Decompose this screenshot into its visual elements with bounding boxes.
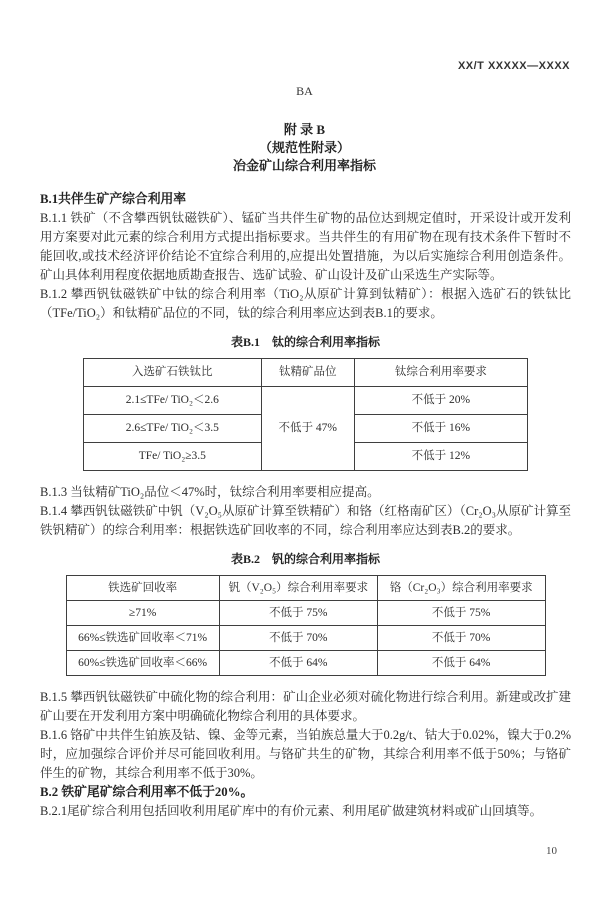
table-b2-header-row (66, 576, 545, 601)
table-b1-cell-grade-merged: 不低于 47% (261, 387, 354, 471)
table-b1-cell-requirement: 不低于 20% (354, 387, 527, 415)
table-b1 (83, 358, 528, 471)
table-b2-header-chromium: 铬（Cr₂O₃）综合利用率要求 (377, 576, 545, 601)
table-b2-header-recovery: 铁选矿回收率 (66, 576, 219, 601)
table-b2-cell-chromium: 不低于 64% (377, 651, 545, 676)
appendix-heading (0, 121, 609, 175)
table-b1-header-ratio: 入选矿石铁钛比 (84, 359, 262, 387)
table-b2-cell-vanadium: 不低于 75% (219, 601, 377, 626)
table-row (66, 601, 545, 626)
table-b2-cell-chromium: 不低于 75% (377, 601, 545, 626)
paragraph-b1-3: B.1.3 当钛精矿TiO₂品位＜47%时，钛综合利用率要相应提高。 (40, 485, 380, 499)
table-b2-cell-recovery: 66%≤铁选矿回收率＜71% (66, 626, 219, 651)
appendix-title: 附 录 B (283, 122, 326, 137)
paragraph-b2-1: B.2.1尾矿综合利用包括回收利用尾矿库中的有价元素、利用尾矿做建筑材料或矿山回填等。 (40, 804, 543, 818)
paragraph-b1-5: B.1.5 攀西钒钛磁铁矿中硫化物的综合利用：矿山企业必须对硫化物进行综合利用。新建或改扩建矿山要在开发利用方案中明确硫化物综合利用的具体要求。 (40, 690, 571, 723)
table-b1-cell-ratio: 2.1≤TFe/ TiO₂＜2.6 (84, 387, 262, 415)
table-row (66, 626, 545, 651)
table-b1-cell-requirement: 不低于 16% (354, 415, 527, 443)
doc-number: XX/T XXXXX—XXXX (457, 60, 570, 72)
paragraph-b1-1: B.1.1 铁矿（不含攀西钒钛磁铁矿）、锰矿当共伴生矿物的品位达到规定值时，开采设计或开发利用方案要对此元素的综合利用方式提出指标要求。当共伴生的有用矿物在现有技术条件下暂时不能回收,或技术经济评价结论不宜综合利用的,应提出处置措施，为以后实施综合利用创造条件。矿山具体利用程度依据地质勘查报告、选矿试验、矿山设计及矿山采选生产实际等。 (40, 211, 571, 282)
section-b1-heading: B.1共伴生矿产综合利用率 (40, 192, 187, 206)
section-b2-heading: B.2 铁矿尾矿综合利用率不低于20%。 (40, 785, 254, 799)
table-b2-header-vanadium: 钒（V₂O₅）综合利用率要求 (219, 576, 377, 601)
document-body (40, 190, 571, 821)
table-b1-cell-ratio: TFe/ TiO₂≥3.5 (84, 443, 262, 471)
header-mark: BA (296, 84, 313, 98)
appendix-subtitle: （规范性附录） (258, 140, 350, 155)
table-b1-cell-ratio: 2.6≤TFe/ TiO₂＜3.5 (84, 415, 262, 443)
table-b1-cell-requirement: 不低于 12% (354, 443, 527, 471)
table-row (66, 651, 545, 676)
table-b2-cell-recovery: 60%≤铁选矿回收率＜66% (66, 651, 219, 676)
table-b1-header-row (84, 359, 528, 387)
table-b1-header-requirement: 钛综合利用率要求 (354, 359, 527, 387)
paragraph-b1-6: B.1.6 铬矿中共伴生铂族及钴、镍、金等元素，当铂族总量大于0.2g/t、钴大于0.02%，镍大于0.2%时，应加强综合评价并尽可能回收利用。与铬矿共生的矿物，其综合利用率不低于50%；与铬矿伴生的矿物，其综合利用率不低于30%。 (40, 728, 571, 780)
table-b2-cell-vanadium: 不低于 64% (219, 651, 377, 676)
table-b1-caption: 表B.1 钛的综合利用率指标 (230, 335, 380, 349)
paragraph-b1-2: B.1.2 攀西钒钛磁铁矿中钛的综合利用率（TiO₂从原矿计算到钛精矿）：根据入选矿石的铁钛比（TFe/TiO₂）和钛精矿品位的不同，钛的综合利用率应达到表B.1的要求。 (40, 287, 571, 320)
table-b2 (66, 575, 546, 676)
page-number: 10 (546, 845, 557, 857)
appendix-topic: 冶金矿山综合利用率指标 (232, 158, 376, 173)
table-b2-caption: 表B.2 钒的综合利用率指标 (230, 552, 380, 566)
table-row (84, 387, 528, 415)
table-b2-cell-recovery: ≥71% (66, 601, 219, 626)
paragraph-b1-4: B.1.4 攀西钒钛磁铁矿中钒（V₂O₅从原矿计算至铁精矿）和铬（红格南矿区）（Cr₂O₃从原矿计算至铁钒精矿）的综合利用率：根据铁选矿回收率的不同，综合利用率应达到表B.2的要求。 (40, 504, 571, 537)
table-b2-cell-vanadium: 不低于 70% (219, 626, 377, 651)
table-b1-header-grade: 钛精矿品位 (261, 359, 354, 387)
table-b2-cell-chromium: 不低于 70% (377, 626, 545, 651)
